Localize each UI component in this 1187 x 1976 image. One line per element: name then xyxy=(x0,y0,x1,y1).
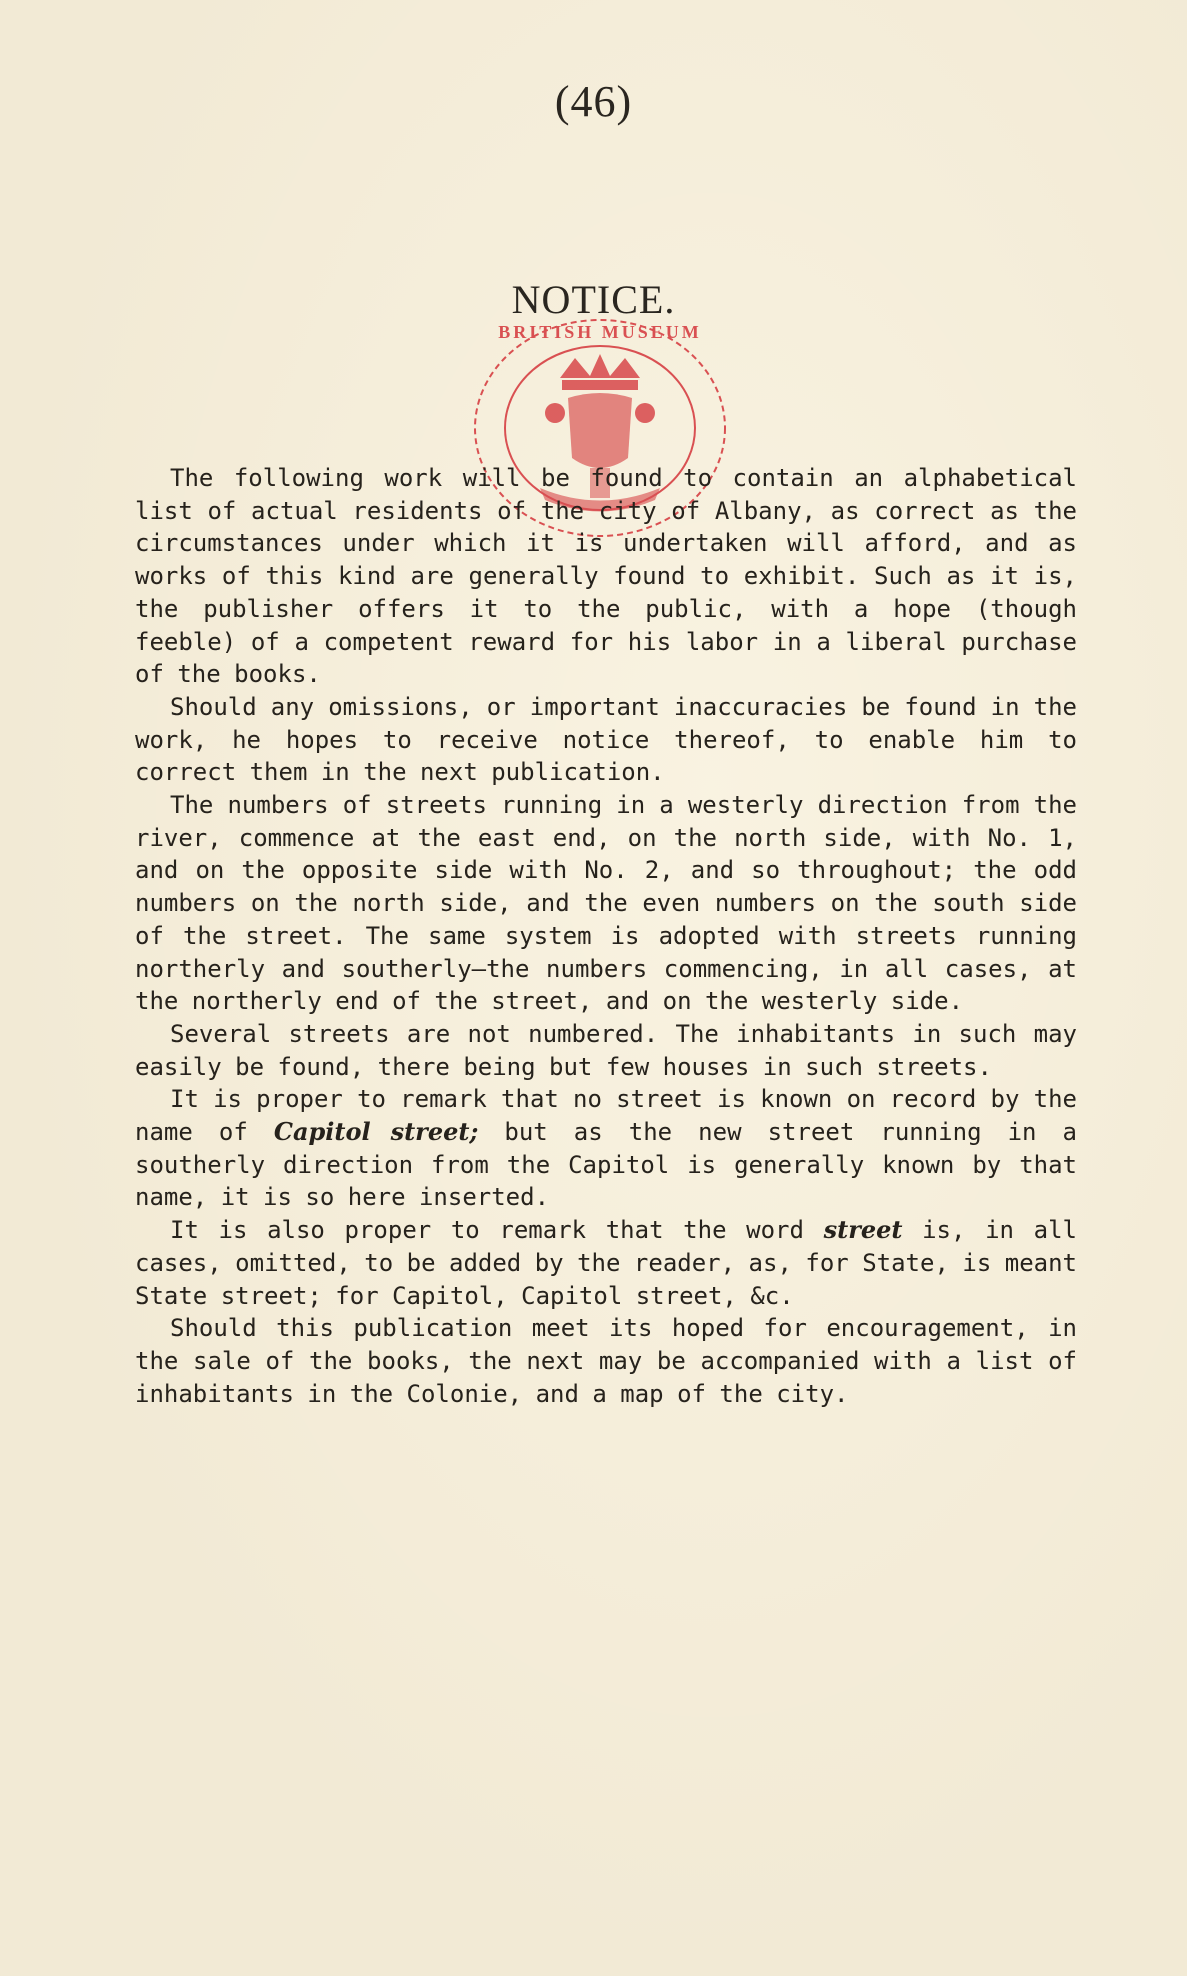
page-number: (46) xyxy=(554,77,633,126)
italic-text: Capitol street; xyxy=(273,1117,479,1147)
italic-text: street xyxy=(823,1215,903,1245)
notice-paragraph xyxy=(135,1214,1077,1312)
paragraph-text: It is also proper to remark that the word xyxy=(170,1216,824,1245)
paragraph-text: but as the new street running in a southerly direction from the Capitol is generally known by that name, it is so here inserted. xyxy=(135,1118,1078,1212)
notice-paragraph xyxy=(135,789,1077,1018)
paragraph-text: Several streets are not numbered. The inhabitants in such may easily be found, there being but few houses in such streets. xyxy=(135,1019,1077,1081)
paragraph-text: It is proper to remark that no street is known on record by the name of xyxy=(135,1085,1077,1147)
notice-paragraph xyxy=(135,462,1077,691)
notice-paragraph xyxy=(135,1312,1077,1410)
paragraph-text: is, in all cases, omitted, to be added by the reader, as, for State, is meant State street; for Capitol, Capitol street, &c. xyxy=(135,1216,1077,1310)
paragraph-text: Should any omissions, or important inaccuracies be found in the work, he hopes to receive notice thereof, to enable him to correct them in the next publication. xyxy=(135,692,1077,787)
notice-paragraph xyxy=(135,1018,1077,1083)
notice-paragraph xyxy=(135,1083,1077,1214)
notice-paragraph xyxy=(135,691,1077,789)
paragraph-text: Should this publication meet its hoped for encouragement, in the sale of the books, the next may be accompanied with a list of inhabitants in the Colonie, and a map of the city. xyxy=(135,1314,1077,1408)
paragraph-text: The following work will be found to contain an alphabetical list of actual residents of the city of Albany, as correct as the circumstances under which it is undertaken will afford, and as works of this kind are generally found to exhibit. Such as it is, the publisher offers it to the public, with a hope (though feeble) of a competent reward for his labor in a liberal purchase of the books. xyxy=(135,464,1077,689)
notice-body xyxy=(135,462,1077,1410)
paragraph-text: The numbers of streets running in a westerly direction from the river, commence at the east end, on the north side, with No. 1, and on the opposite side with No. 2, and so throughout; the odd numbers on the north side, and the even numbers on the south side of the street. The same system is adopted with streets running northerly and southerly—the numbers commencing, in all cases, at the northerly end of the street, and on the westerly side. xyxy=(135,791,1077,1016)
notice-heading: NOTICE. xyxy=(511,277,676,322)
stamp-text: BRITISH MUSEUM xyxy=(498,322,702,342)
